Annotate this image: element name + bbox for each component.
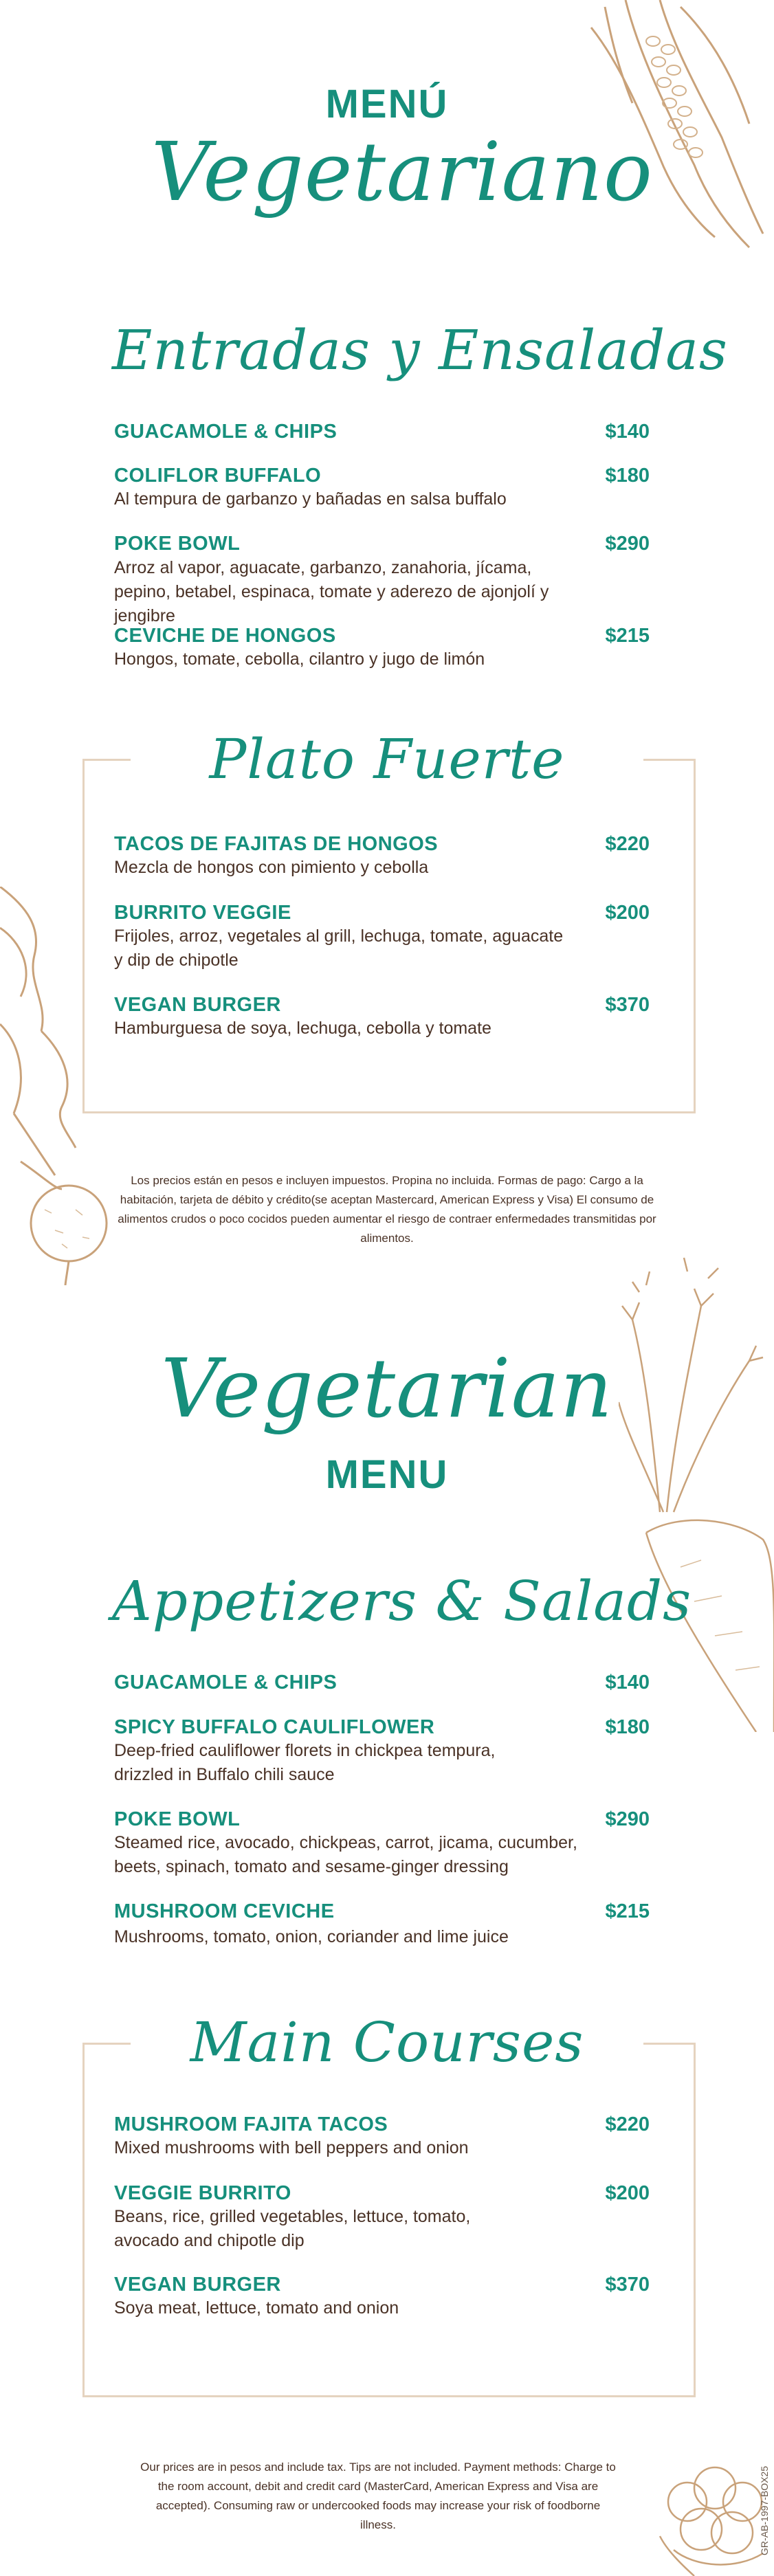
item-price: $220: [605, 833, 650, 855]
item-price: $370: [605, 2274, 650, 2296]
menu-title-en: MENU: [325, 1452, 449, 1497]
item-description: Beans, rice, grilled vegetables, lettuce, tomato, avocado and chipotle dip: [114, 2207, 471, 2250]
item-name: CEVICHE DE HONGOS: [114, 625, 336, 647]
section-heading-mains-en: Main Courses: [190, 2010, 584, 2074]
footnote-es: Los precios están en pesos e incluyen impuestos. Propina no incluida. Formas de pago: Cargo a la habitación, tarjeta de débito y crédito(se aceptan Mastercard, American Express y Visa) El consumo de alimentos crudos o poco cocidos pueden aumentar el riesgo de contraer enfermedades transmitidas por alimentos.: [118, 1174, 656, 1245]
menu-title-es: MENÚ: [325, 82, 449, 126]
item-name: VEGAN BURGER: [114, 2274, 281, 2296]
item-name: MUSHROOM FAJITA TACOS: [114, 2113, 388, 2135]
item-description: Mixed mushrooms with bell peppers and onion: [114, 2138, 469, 2157]
section-heading-mains-es: Plato Fuerte: [209, 727, 565, 791]
item-name: VEGGIE BURRITO: [114, 2182, 291, 2204]
section-heading-appetizers-es: Entradas y Ensaladas: [112, 318, 728, 382]
item-name: SPICY BUFFALO CAULIFLOWER: [114, 1716, 435, 1738]
item-description: Arroz al vapor, aguacate, garbanzo, zanahoria, jícama, pepino, betabel, espinaca, tomate y aderezo de ajonjolí y jengibre: [114, 558, 549, 625]
item-price: $370: [605, 994, 650, 1016]
item-description: Al tempura de garbanzo y bañadas en salsa buffalo: [114, 489, 507, 509]
item-description: Hongos, tomate, cebolla, cilantro y jugo de limón: [114, 649, 485, 669]
carrot-illustration-icon: [619, 1237, 774, 1732]
item-price: $180: [605, 465, 650, 487]
item-name: VEGAN BURGER: [114, 994, 281, 1016]
item-name: TACOS DE FAJITAS DE HONGOS: [114, 833, 439, 855]
section-heading-appetizers-en: Appetizers & Salads: [112, 1569, 692, 1633]
item-price: $215: [605, 1900, 650, 1922]
menu-script-title-es: Vegetariano: [151, 124, 653, 219]
item-price: $140: [605, 421, 650, 443]
item-description: Hamburguesa de soya, lechuga, cebolla y tomate: [114, 1019, 491, 1038]
item-price: $180: [605, 1716, 650, 1738]
item-price: $200: [605, 902, 650, 924]
item-name: BURRITO VEGGIE: [114, 902, 291, 924]
document-code: GR-AB-1997-BOX25: [759, 2466, 770, 2555]
item-description: Frijoles, arroz, vegetales al grill, lechuga, tomate, aguacate y dip de chipotle: [114, 926, 564, 970]
item-description: Steamed rice, avocado, chickpeas, carrot, jicama, cucumber, beets, spinach, tomato and sesame-ginger dressing: [114, 1833, 577, 1876]
item-name: MUSHROOM CEVICHE: [114, 1900, 335, 1922]
item-price: $290: [605, 533, 650, 555]
cauliflower-illustration-icon: [646, 2447, 774, 2576]
item-price: $220: [605, 2113, 650, 2135]
item-price: $215: [605, 625, 650, 647]
item-name: COLIFLOR BUFFALO: [114, 465, 322, 487]
item-name: POKE BOWL: [114, 533, 241, 555]
item-description: Deep-fried cauliflower florets in chickpea tempura, drizzled in Buffalo chili sauce: [114, 1741, 496, 1784]
item-description: Mushrooms, tomato, onion, coriander and lime juice: [114, 1927, 509, 1946]
item-description: Soya meat, lettuce, tomato and onion: [114, 2298, 399, 2318]
item-price: $200: [605, 2182, 650, 2204]
footnote-en: Our prices are in pesos and include tax. Tips are not included. Payment methods: Charge to the room account, debit and credit card (MasterCard, American Express and Visa are accepted). Consuming raw or undercooked foods may increase your risk of foodborne illness.: [140, 2461, 616, 2531]
item-description: Mezcla de hongos con pimiento y cebolla: [114, 858, 429, 877]
item-price: $140: [605, 1672, 650, 1694]
item-name: GUACAMOLE & CHIPS: [114, 1672, 338, 1694]
menu-script-title-en: Vegetarian: [161, 1341, 613, 1436]
item-price: $290: [605, 1808, 650, 1830]
item-name: POKE BOWL: [114, 1808, 241, 1830]
item-name: GUACAMOLE & CHIPS: [114, 421, 338, 443]
